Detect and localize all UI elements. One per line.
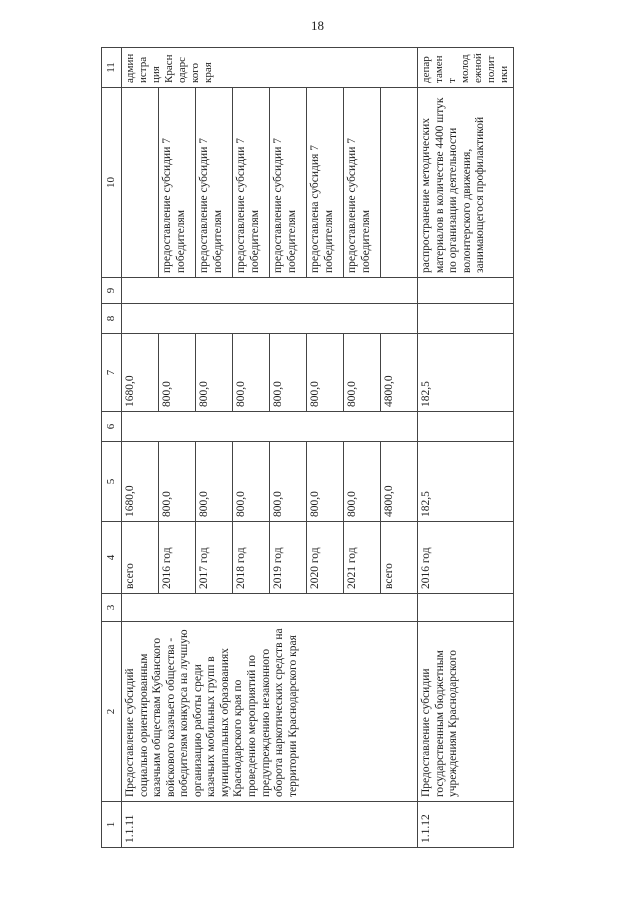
page-number: 18 <box>311 18 324 33</box>
year-label: всего <box>123 563 136 589</box>
result-text: распространение методических материалов в количестве 4400 штук по организации деятельности волонтерского движения, занимающегося профилактикой <box>417 88 513 278</box>
col-header: 9 <box>102 278 122 304</box>
responsible-dept: департамент молодежной политики <box>417 48 513 88</box>
year-label: 2018 год <box>232 522 269 593</box>
amount-value: 4800,0 <box>380 442 417 521</box>
amount-value: 800,0 <box>232 334 269 411</box>
result-text: предоставление субсидии 7 победителям <box>269 88 306 277</box>
result-cell <box>121 88 417 278</box>
amount-col5 <box>121 442 417 522</box>
rotated-table-wrapper <box>101 48 621 848</box>
result-text: предоставление субсидии 7 победителям <box>232 88 269 277</box>
col9-cell <box>121 278 417 304</box>
col-header: 7 <box>102 334 122 412</box>
item-name: Предоставление субсидий социально ориентированным казачьим обществам Кубанского войскового казачьего общества - победителям конкурса на лучшую организацию работы среди казачьих мобильных групп в муниципальных образованиях Краснодарского края по проведению мероприятий по предупреждению незаконного оборота наркотических средств на территории Краснодарского края <box>121 622 417 802</box>
amount-value: 1680,0 <box>123 485 136 517</box>
year-label: 2021 год <box>343 522 380 593</box>
year-label: всего <box>380 522 417 593</box>
years-cell <box>121 522 417 594</box>
result-text: предоставление субсидии 7 победителям <box>343 88 380 277</box>
col6-cell <box>417 412 513 442</box>
col6-cell <box>121 412 417 442</box>
year-label: 2017 год <box>195 522 232 593</box>
col-header: 8 <box>102 304 122 334</box>
result-text <box>380 88 417 277</box>
program-table <box>101 47 514 848</box>
amount-value: 800,0 <box>158 334 195 411</box>
amount-value: 1680,0 <box>123 375 136 407</box>
col-header: 11 <box>102 48 122 88</box>
amount-value: 182,5 <box>417 334 513 412</box>
amount-value: 800,0 <box>269 334 306 411</box>
col-header: 2 <box>102 622 122 802</box>
table-row <box>417 48 513 848</box>
item-name: Предоставление субсидии государственным бюджетным учреждениям Краснодарского <box>417 622 513 802</box>
col8-cell <box>121 304 417 334</box>
col-header: 6 <box>102 412 122 442</box>
column-number-row <box>102 48 122 848</box>
col-header: 10 <box>102 88 122 278</box>
amount-value: 800,0 <box>195 334 232 411</box>
table-row <box>121 48 417 848</box>
col3-cell <box>417 594 513 622</box>
amount-value: 800,0 <box>232 442 269 521</box>
result-text: предоставление субсидии 7 победителям <box>195 88 232 277</box>
col8-cell <box>417 304 513 334</box>
year-label: 2019 год <box>269 522 306 593</box>
col9-cell <box>417 278 513 304</box>
amount-value: 800,0 <box>306 442 343 521</box>
amount-value: 800,0 <box>343 442 380 521</box>
col3-cell <box>121 594 417 622</box>
col-header: 4 <box>102 522 122 594</box>
year-label: 2020 год <box>306 522 343 593</box>
result-text: предоставлена субсидия 7 победителям <box>306 88 343 277</box>
result-text: предоставление субсидии 7 победителям <box>158 88 195 277</box>
responsible-dept: администрация Краснодарского края <box>121 48 417 88</box>
item-number: 1.1.12 <box>417 802 513 848</box>
col-header: 3 <box>102 594 122 622</box>
result-text <box>122 88 158 277</box>
amount-value: 800,0 <box>195 442 232 521</box>
item-number: 1.1.11 <box>121 802 417 848</box>
amount-value: 800,0 <box>158 442 195 521</box>
col-header: 5 <box>102 442 122 522</box>
col-header: 1 <box>102 802 122 848</box>
year-label: 2016 год <box>417 522 513 594</box>
amount-value: 800,0 <box>306 334 343 411</box>
year-label: 2016 год <box>158 522 195 593</box>
amount-value: 800,0 <box>269 442 306 521</box>
amount-value: 182,5 <box>417 442 513 522</box>
amount-value: 800,0 <box>343 334 380 411</box>
amount-value: 4800,0 <box>380 334 417 411</box>
amount-col7 <box>121 334 417 412</box>
